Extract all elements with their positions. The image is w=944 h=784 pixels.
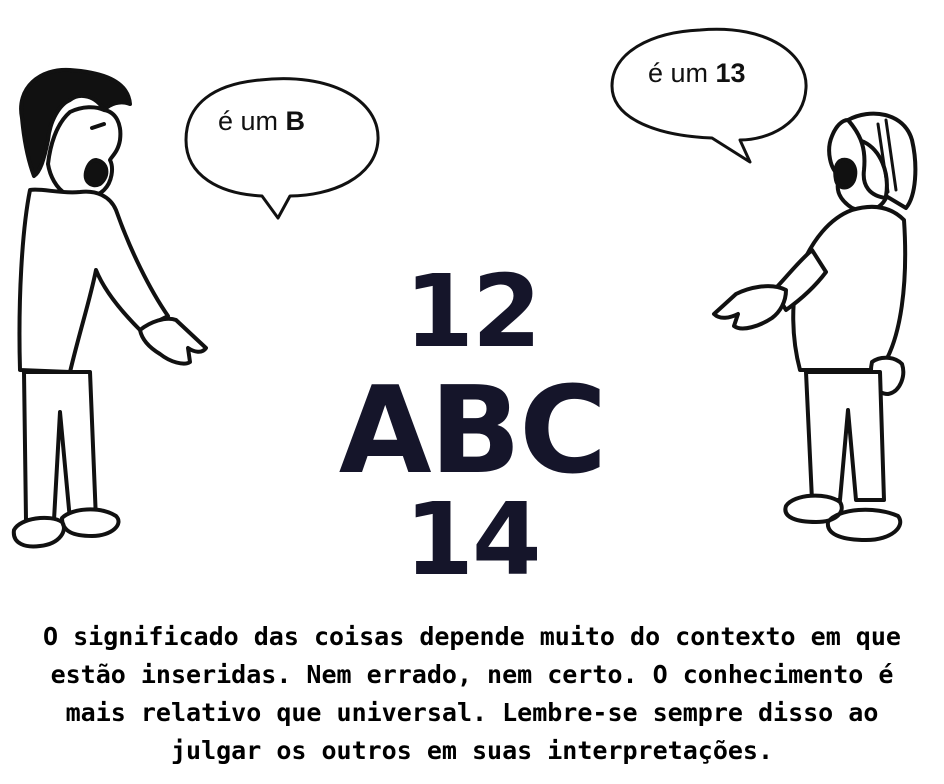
bubble-left-value: B [285, 106, 306, 136]
left-man-mouth [86, 160, 107, 185]
bubble-left-prefix: é um [218, 106, 286, 136]
figure-middle-row: ABC [338, 362, 606, 501]
caption-line: O significado das coisas depende muito do contexto em que [43, 622, 901, 651]
bubble-right-value: 13 [715, 58, 746, 88]
speech-bubble-left-text [218, 106, 305, 137]
speech-bubble-right-text [648, 58, 746, 89]
speech-bubble-right [612, 29, 806, 162]
caption-line: mais relativo que universal. Lembre-se sempre disso ao [65, 698, 879, 727]
right-man-mouth [835, 160, 855, 188]
figure-bottom-row: 14 [404, 481, 540, 598]
bubble-right-prefix: é um [648, 58, 716, 88]
caption-line: julgar os outros em suas interpretações. [170, 736, 774, 765]
figure-top-row: 12 [404, 253, 540, 370]
speech-bubble-left [186, 79, 378, 218]
left-man-face [48, 107, 120, 197]
caption [20, 618, 924, 770]
caption-line: estão inseridas. Nem errado, nem certo. O conhecimento é [50, 660, 894, 689]
